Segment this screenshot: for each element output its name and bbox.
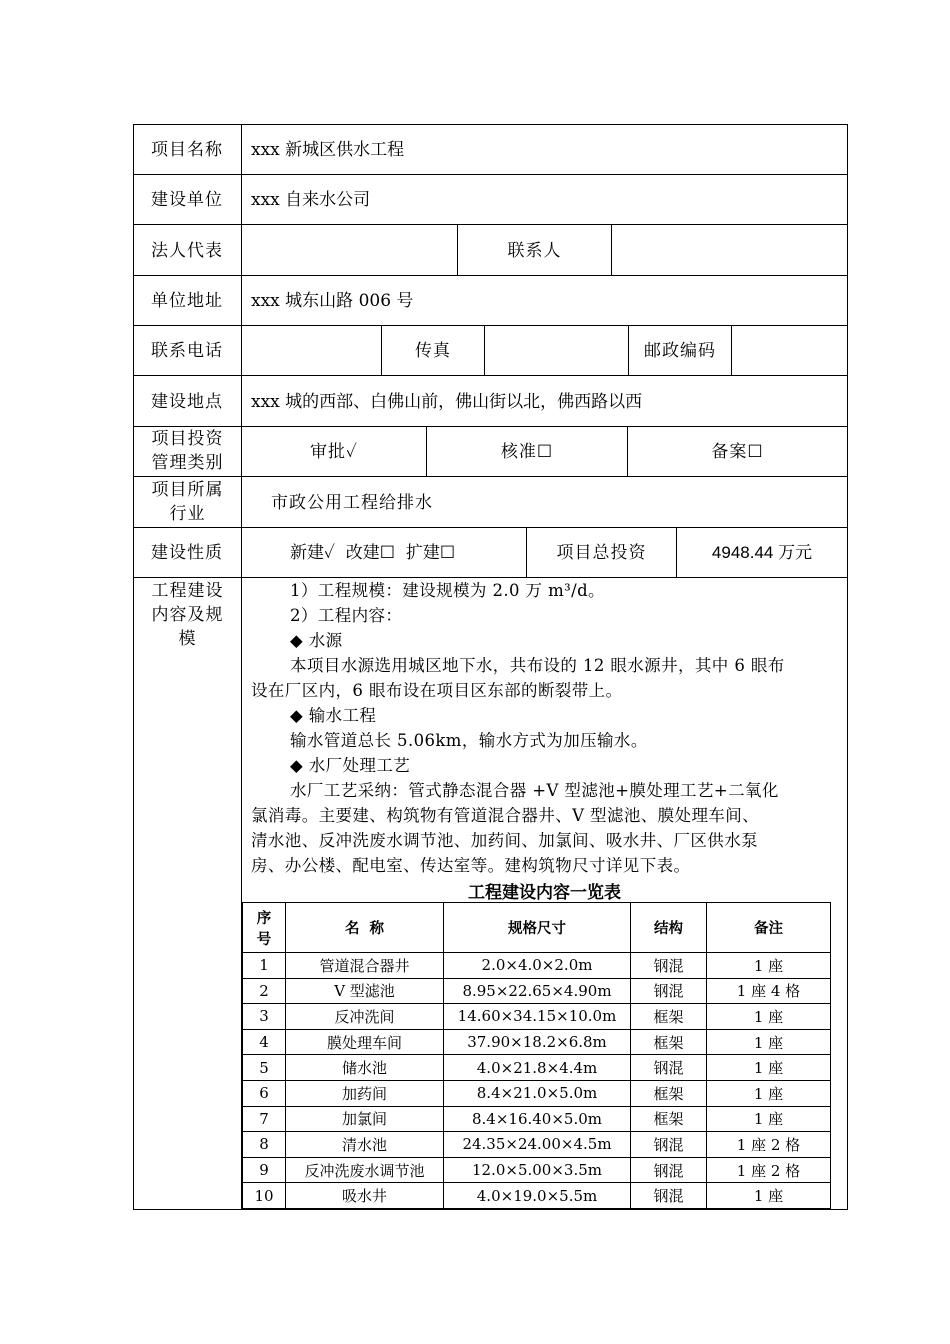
cell-spec: 2.0×4.0×2.0m bbox=[444, 953, 631, 979]
cell-name: 加药间 bbox=[286, 1080, 444, 1106]
site-value: xxx 城的西部、白佛山前，佛山街以北，佛西路以西 bbox=[251, 392, 643, 412]
builder-value: xxx 自来水公司 bbox=[251, 190, 371, 210]
table-row bbox=[243, 1080, 831, 1106]
cell-spec: 4.0×19.0×5.5m bbox=[444, 1183, 631, 1209]
builder-label: 建设单位 bbox=[151, 190, 223, 210]
cell-spec: 37.90×18.2×6.8m bbox=[444, 1029, 631, 1055]
address-label: 单位地址 bbox=[151, 291, 223, 311]
category-verify: 核准☐ bbox=[500, 442, 554, 462]
cell-remark: 1 座 bbox=[707, 1183, 831, 1209]
header-no-line2: 号 bbox=[256, 931, 272, 948]
cell-remark: 1 座 2 格 bbox=[707, 1157, 831, 1183]
cell-name: 吸水井 bbox=[286, 1183, 444, 1209]
cell-divider bbox=[484, 325, 485, 375]
header-no-line1: 序 bbox=[256, 910, 272, 927]
table-row bbox=[243, 1106, 831, 1132]
industry-label-line1: 项目所属 bbox=[151, 480, 224, 500]
content-label-line3: 模 bbox=[178, 629, 197, 649]
content-heading-transmission: ◆ 输水工程 bbox=[290, 706, 377, 725]
cell-no: 7 bbox=[243, 1106, 286, 1132]
fax-label: 传真 bbox=[415, 341, 451, 361]
contact-label: 联系人 bbox=[507, 241, 562, 261]
content-line: 2）工程内容： bbox=[290, 606, 403, 625]
cell-spec: 24.35×24.00×4.5m bbox=[444, 1132, 631, 1158]
content-line: 房、办公楼、配电室、传达室等。建构筑物尺寸详见下表。 bbox=[251, 856, 691, 875]
cell-structure: 框架 bbox=[631, 1080, 707, 1106]
cell-name: 管道混合器井 bbox=[286, 953, 444, 979]
cell-no: 1 bbox=[243, 953, 286, 979]
cell-remark: 1 座 bbox=[707, 1080, 831, 1106]
cell-name: 储水池 bbox=[286, 1055, 444, 1081]
project-name-value: xxx 新城区供水工程 bbox=[251, 140, 405, 160]
header-remark: 备注 bbox=[707, 903, 831, 953]
content-label-line2: 内容及规 bbox=[151, 605, 224, 625]
cell-name: 膜处理车间 bbox=[286, 1029, 444, 1055]
cell-name: 反冲洗废水调节池 bbox=[286, 1157, 444, 1183]
cell-name: 加氯间 bbox=[286, 1106, 444, 1132]
table-row bbox=[243, 1055, 831, 1081]
cell-name: 反冲洗间 bbox=[286, 1004, 444, 1030]
total-investment-label: 项目总投资 bbox=[556, 543, 647, 563]
content-line: 输水管道总长 5.06km，输水方式为加压输水。 bbox=[290, 731, 648, 750]
cell-no: 8 bbox=[243, 1132, 286, 1158]
table-row bbox=[243, 953, 831, 979]
cell-spec: 8.4×16.40×5.0m bbox=[444, 1106, 631, 1132]
postcode-label: 邮政编码 bbox=[644, 341, 716, 361]
content-heading-treatment: ◆ 水厂处理工艺 bbox=[290, 756, 411, 775]
label-column-divider bbox=[241, 124, 242, 578]
content-line: 设在厂区内，6 眼布设在项目区东部的断裂带上。 bbox=[251, 681, 623, 700]
site-label: 建设地点 bbox=[151, 392, 223, 412]
table-row bbox=[243, 1029, 831, 1055]
cell-spec: 12.0×5.00×3.5m bbox=[444, 1157, 631, 1183]
content-line: 水厂工艺采纳：管式静态混合器 +V 型滤池+膜处理工艺+二氧化 bbox=[290, 781, 779, 800]
address-value: xxx 城东山路 006 号 bbox=[251, 291, 414, 311]
content-line: 1）工程规模：建设规模为 2.0 万 m³/d。 bbox=[290, 581, 605, 600]
cell-remark: 1 座 2 格 bbox=[707, 1132, 831, 1158]
cell-no: 5 bbox=[243, 1055, 286, 1081]
cell-remark: 1 座 bbox=[707, 953, 831, 979]
category-label-line2: 管理类别 bbox=[151, 453, 224, 473]
industry-value: 市政公用工程给排水 bbox=[271, 493, 433, 513]
cell-structure: 框架 bbox=[631, 1106, 707, 1132]
cell-structure: 钢混 bbox=[631, 1183, 707, 1209]
cell-no: 2 bbox=[243, 978, 286, 1004]
cell-no: 10 bbox=[243, 1183, 286, 1209]
cell-spec: 8.4×21.0×5.0m bbox=[444, 1080, 631, 1106]
construction-content-table bbox=[242, 902, 831, 1209]
cell-structure: 框架 bbox=[631, 1004, 707, 1030]
content-line: 氯消毒。主要建、构筑物有管道混合器井、V 型滤池、膜处理车间、 bbox=[251, 806, 760, 825]
cell-remark: 1 座 bbox=[707, 1106, 831, 1132]
cell-name: V 型滤池 bbox=[286, 978, 444, 1004]
content-line: 清水池、反冲洗废水调节池、加药间、加氯间、吸水井、厂区供水泵 bbox=[251, 831, 758, 850]
header-spec: 规格尺寸 bbox=[444, 903, 631, 953]
header-structure: 结构 bbox=[631, 903, 707, 953]
table-row bbox=[243, 1004, 831, 1030]
project-name-label: 项目名称 bbox=[151, 140, 223, 160]
cell-structure: 钢混 bbox=[631, 1157, 707, 1183]
table-row bbox=[243, 1132, 831, 1158]
cell-spec: 8.95×22.65×4.90m bbox=[444, 978, 631, 1004]
cell-remark: 1 座 bbox=[707, 1055, 831, 1081]
cell-structure: 钢混 bbox=[631, 1055, 707, 1081]
cell-structure: 钢混 bbox=[631, 978, 707, 1004]
cell-no: 3 bbox=[243, 1004, 286, 1030]
cell-remark: 1 座 4 格 bbox=[707, 978, 831, 1004]
table-header-row bbox=[243, 903, 831, 953]
table-row bbox=[243, 978, 831, 1004]
category-label-line1: 项目投资 bbox=[151, 429, 224, 449]
cell-no: 9 bbox=[243, 1157, 286, 1183]
category-approval: 审批✓ bbox=[310, 442, 358, 462]
cell-no: 6 bbox=[243, 1080, 286, 1106]
nature-label: 建设性质 bbox=[151, 543, 223, 563]
legal-rep-label: 法人代表 bbox=[151, 241, 223, 261]
cell-structure: 框架 bbox=[631, 1029, 707, 1055]
table-row bbox=[243, 1157, 831, 1183]
cell-remark: 1 座 bbox=[707, 1029, 831, 1055]
inner-table-title: 工程建设内容一览表 bbox=[468, 883, 621, 903]
nature-value: 新建✓ 改建☐ 扩建☐ bbox=[290, 543, 456, 563]
cell-remark: 1 座 bbox=[707, 1004, 831, 1030]
cell-structure: 钢混 bbox=[631, 1132, 707, 1158]
content-line: 本项目水源选用城区地下水，共布设的 12 眼水源井，其中 6 眼布 bbox=[290, 656, 785, 675]
cell-divider bbox=[731, 325, 732, 375]
cell-no: 4 bbox=[243, 1029, 286, 1055]
header-no bbox=[243, 903, 286, 953]
phone-label: 联系电话 bbox=[151, 341, 223, 361]
total-investment-value: 4948.44 万元 bbox=[711, 543, 813, 562]
header-name: 名 称 bbox=[286, 903, 444, 953]
cell-spec: 4.0×21.8×4.4m bbox=[444, 1055, 631, 1081]
cell-structure: 钢混 bbox=[631, 953, 707, 979]
cell-name: 清水池 bbox=[286, 1132, 444, 1158]
category-record: 备案☐ bbox=[711, 442, 764, 462]
industry-label-line2: 行业 bbox=[169, 504, 206, 524]
content-label-line1: 工程建设 bbox=[151, 581, 224, 601]
table-row bbox=[243, 1183, 831, 1209]
cell-spec: 14.60×34.15×10.0m bbox=[444, 1004, 631, 1030]
cell-divider bbox=[611, 224, 612, 275]
content-heading-water-source: ◆ 水源 bbox=[290, 631, 343, 650]
